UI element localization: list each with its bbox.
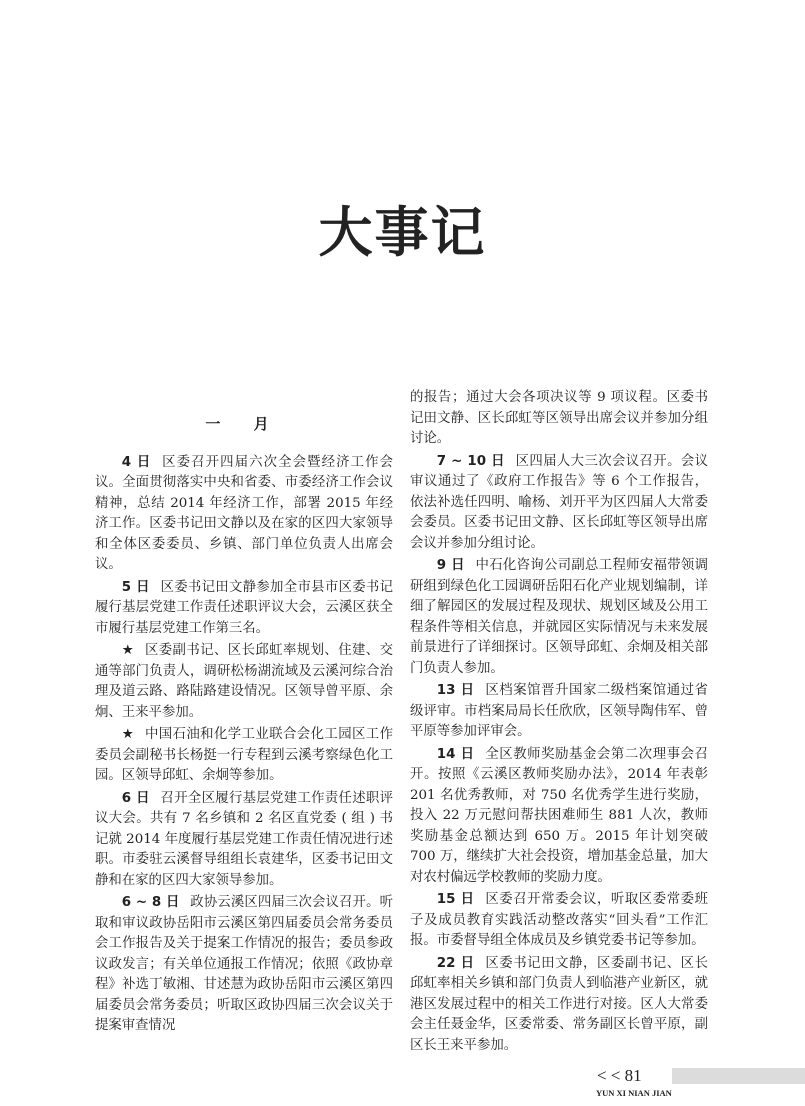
event-text: 召开全区履行基层党建工作责任述职评议大会。共有 7 名乡镇和 2 名区直党委 ( 组 ) 书记就 2014 年度履行基层党建工作责任情况进行述职。市委驻云溪督导组组长袁建华，区委书记田文静和在家的区四大家领导参加。: [95, 790, 394, 888]
left-column: [95, 414, 393, 1039]
event-date: ★: [121, 643, 135, 658]
page-footer: [0, 1066, 805, 1106]
page-title: 大事记: [318, 200, 487, 264]
event-date: 15 日: [436, 892, 475, 907]
event-text: 区四届人大三次会议召开。会议审议通过了《政府工作报告》等 6 个工作报告，依法补选任四明、喻杨、刘开平为区四届人大常委会委员。区委书记田文静、区长邱虹等区领导出席会议并参加分组讨论。: [410, 453, 708, 551]
event-text: 中国石油和化学工业联合会化工园区工作委员会副秘书长杨挺一行专程到云溪考察绿色化工园。区领导邱虹、余炯等参加。: [95, 727, 393, 783]
event-text: 中石化咨询公司副总工程师安福带领调研组到绿色化工园调研岳阳石化产业规划编制，详细了解园区的发展过程及现状、规划区域及公用工程条件等相关信息，并就园区实际情况与未来发展前景进行了详细探讨。区领导邱虹、余炯及相关部门负责人参加。: [410, 558, 709, 676]
event-date: 14 日: [436, 746, 475, 762]
continued-text: 的报告；通过大会各项决议等 9 项议程。区委书记田文静、区长邱虹等区领导出席会议并参加分组讨论。: [410, 390, 708, 446]
event-text: 区委书记田文静参加全市县市区委书记履行基层党建工作责任述职评议大会，云溪区获全市履行基层党建工作第三名。: [95, 579, 394, 636]
event-text: 区委召开常委会议，听取区委常委班子及成员教育实践活动整改落实“回头看”工作汇报。市委督导组全体成员及乡镇党委书记等参加。: [410, 892, 709, 948]
left-entries: [95, 453, 393, 1037]
event-date: 6 ~ 8 日: [121, 895, 180, 910]
event-entry: [95, 453, 393, 576]
event-entry: [410, 452, 708, 555]
publication-name: YUN XI NIAN JIAN: [596, 1088, 672, 1098]
month-heading: 一 月: [205, 415, 283, 433]
event-text: 区委书记田文静，区委副书记、区长邱虹率相关乡镇和部门负责人到临港产业新区，就港区发展过程中的相关工作进行对接。区人大常委会主任聂金华，区委常委、常务副区长曾平原，副区长王来平参加。: [410, 955, 709, 1053]
right-entries: [410, 452, 708, 1057]
event-text: 政协云溪区四届三次会议召开。听取和审议政协岳阳市云溪区第四届委员会常务委员会工作报告及关于提案工作情况的报告；委员参政议政发言；有关单位通报工作情况；依照《政协章程》补选丁敏湘、甘述慧为政协岳阳市云溪区第四届委员会常务委员；听取区政协四届三次会议关于提案审查情况: [95, 895, 393, 1033]
event-entry: [410, 681, 708, 743]
event-date: 13 日: [436, 683, 475, 698]
event-date: 6 日: [121, 790, 150, 806]
event-date: 7 ~ 10 日: [436, 453, 505, 469]
event-entry: [95, 578, 393, 640]
event-entry: [410, 954, 708, 1057]
event-text: 区委召开四届六次全会暨经济工作会议。全面贯彻落实中央和省委、市委经济工作会议精神，总结 2014 年经济工作，部署 2015 年经济工作。区委书记田文静以及在家的区四大家领导和全体区委委员、乡镇、部门单位负责人出席会议。: [95, 454, 393, 572]
footer-bar: [672, 1068, 805, 1084]
event-date: 5 日: [121, 579, 150, 595]
event-text: 区委副书记、区长邱虹率规划、住建、交通等部门负责人，调研松杨湖流域及云溪河综合治理及道云路、路陆路建设情况。区领导曾平原、余炯、王来平参加。: [95, 643, 393, 720]
event-entry: [95, 725, 393, 787]
event-entry: [410, 745, 708, 889]
event-entry: [95, 641, 393, 723]
event-date: 9 日: [436, 558, 465, 573]
event-entry: [95, 893, 393, 1037]
event-entry: [410, 890, 708, 952]
event-entry: [410, 556, 708, 679]
event-date: 22 日: [436, 955, 475, 971]
page-number: < < 81: [597, 1066, 642, 1085]
event-text: 区档案馆晋升国家二级档案馆通过省级评审。市档案局局长任欣欣，区领导陶伟军、曾平原等参加评审会。: [410, 683, 709, 739]
event-entry: [95, 789, 393, 892]
right-column: [410, 388, 708, 1058]
event-text: 全区教师奖励基金会第二次理事会召开。按照《云溪区教师奖励办法》，2014 年表彰 201 名优秀教师，对 750 名优秀学生进行奖励，投入 22 万元慰问帮扶困难师生 881 人次，教师奖励基金总额达到 650 万。2015 年计划突破 700 万，继续扩大社会投资，增加基金总量，加大对农村偏远学校教师的奖励力度。: [410, 746, 709, 885]
event-date: ★: [121, 727, 135, 742]
event-date: 4 日: [121, 454, 152, 470]
